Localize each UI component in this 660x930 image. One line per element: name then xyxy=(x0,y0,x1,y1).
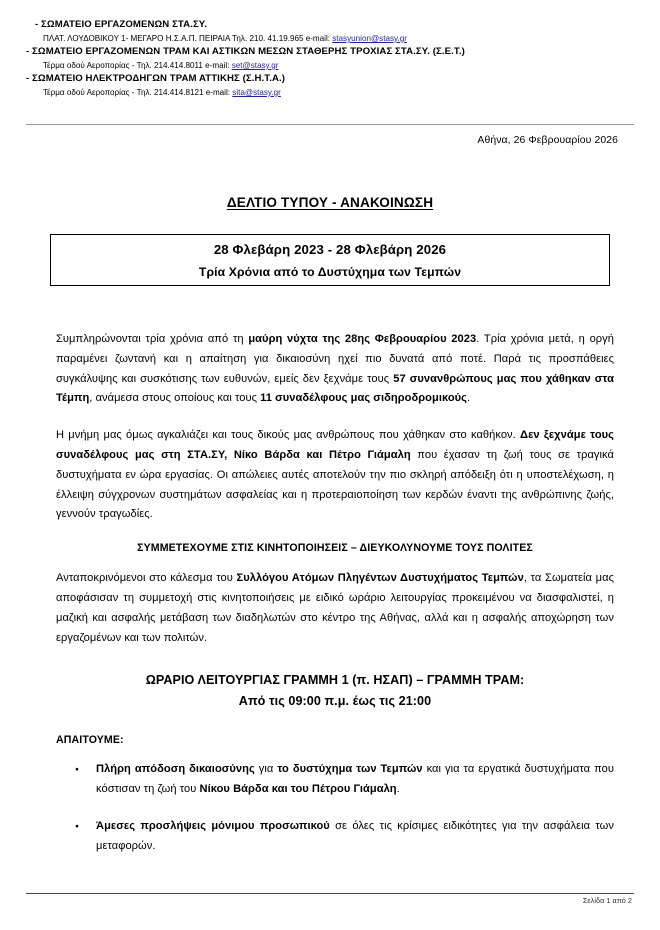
list-item xyxy=(92,817,614,857)
text-run: , τα Σωματεία μας αποφάσισαν τη συμμετοχή στις κινητοποιήσεις με ειδικό ωράριο λειτουργίας προκειμένου να διασφαλιστεί, η μαζική και ασφαλής μετάβαση των διαδηλωτών στο κέντρο της Αθήνας, αλλά και η ασφαλής αποχώρηση των εργαζομένων και των πολιτών. xyxy=(56,572,614,644)
emphasis-run: 57 συνανθρώπους μας που χάθηκαν στα Τέμπη xyxy=(56,372,614,405)
text-run: . xyxy=(467,392,471,405)
demands-list xyxy=(56,760,614,856)
text-run: σε όλες τις κρίσιμες ειδικότητες για την ασφάλεια των μεταφορών. xyxy=(96,819,614,852)
text-run: για xyxy=(254,763,278,776)
text-run: και για τα εργατικά δυστυχήματα που κόστισαν τη ζωή του xyxy=(96,763,614,796)
organization-name: - ΣΩΜΑΤΕΙΟ ΕΡΓΑΖΟΜΕΝΩΝ ΣΤΑ.ΣΥ. xyxy=(35,19,208,30)
paragraph-1 xyxy=(56,330,614,409)
letterhead xyxy=(0,18,660,99)
page-title xyxy=(0,195,660,210)
emphasis-run: Νίκου Βάρδα και του Πέτρου Γιάμαλη xyxy=(199,783,397,796)
text-run: που έχασαν τη ζωή τους σε τραγικά δυστυχήματα εν ώρα εργασίας. Οι απώλειες αυτές αποτελούν την πιο σκληρή απόδειξη ότι η υποστελέχωση, η έλλειψη σύγχρονων συστημάτων ασφαλείας και η προτεραιοποίηση των κερδών έναντι της ανθρώπινης ζωής, γεννούν τραγωδίες. xyxy=(56,448,614,521)
paragraph-2 xyxy=(56,426,614,525)
text-run: . xyxy=(396,783,400,796)
organization-address: Τέρμα οδού Αεροπορίας - Τηλ. 214.414.8121 e-mail: xyxy=(43,88,233,97)
section-heading: ΣΥΜΜΕΤΕΧΟΥΜΕ ΣΤΙΣ ΚΙΝΗΤΟΠΟΙΗΣΕΙΣ – ΔΙΕΥΚΟΛΥΝΟΥΜΕ ΤΟΥΣ ΠΟΛΙΤΕΣ xyxy=(137,542,533,555)
list-item xyxy=(92,760,614,800)
text-run: Συμπληρώνονται τρία χρόνια από τη xyxy=(56,333,249,345)
email-link[interactable]: stasyunion@stasy.gr xyxy=(332,34,407,43)
operating-hours-title: ΩΡΑΡΙΟ ΛΕΙΤΟΥΡΓΙΑΣ ΓΡΑΜΜΗ 1 (π. ΗΣΑΠ) – ΓΡΑΜΜΗ ΤΡΑΜ: xyxy=(145,673,525,688)
text-run: Η μνήμη μας όμως αγκαλιάζει και τους δικούς μας ανθρώπους που χάθηκαν στο καθήκον. xyxy=(56,429,521,442)
callout-subtitle: Τρία Χρόνια από το Δυστύχημα των Τεμπών xyxy=(198,264,462,279)
emphasis-run: μαύρη νύχτα της 28ης Φεβρουαρίου 2023 xyxy=(248,333,477,345)
organization-contact xyxy=(26,86,632,99)
organization-name: - ΣΩΜΑΤΕΙΟ ΕΡΓΑΖΟΜΕΝΩΝ ΤΡΑΜ ΚΑΙ ΑΣΤΙΚΩΝ ΜΕΣΩΝ ΣΤΑΘΕΡΗΣ ΤΡΟΧΙΑΣ ΣΤΑ.ΣΥ. (Σ.Ε.Τ.) xyxy=(26,46,465,57)
emphasis-run: το δυστύχημα των Τεμπών xyxy=(277,763,423,776)
document-date: Αθήνα, 26 Φεβρουαρίου 2026 xyxy=(477,135,618,146)
emphasis-run: Δεν ξεχνάμε τους συναδέλφους μας στη ΣΤΑ.ΣΥ, Νίκο Βάρδα και Πέτρο Γιάμαλη xyxy=(56,429,614,461)
organization-entry-3 xyxy=(26,72,632,99)
footer-divider xyxy=(26,893,634,894)
text-run: . Τρία χρόνια μετά, η οργή παραμένει ζωντανή και η απαίτηση για δικαιοσύνη ηχεί πιο δυνατά από ποτέ. Παρά τις προσπάθειες συγκάλυψης και συσκότισης των ευθυνών, εμείς δεν ξεχνάμε τους xyxy=(56,333,614,385)
organization-address: ΠΛΑΤ. ΛΟΥΔΟΒΙΚΟΥ 1- ΜΕΓΑΡΟ Η.Σ.Α.Π. ΠΕΙΡΑΙΑ Τηλ. 210. 41.19.965 e-mail: xyxy=(43,34,333,43)
callout-dates: 28 Φλεβάρη 2023 - 28 Φλεβάρη 2026 xyxy=(213,241,447,257)
operating-hours-range: Από τις 09:00 π.μ. έως τις 21:00 xyxy=(238,694,432,709)
organization-entry-2 xyxy=(26,45,632,72)
email-link[interactable]: set@stasy.gr xyxy=(231,61,279,70)
email-link[interactable]: sita@stasy.gr xyxy=(232,88,281,97)
demands-label: ΑΠΑΙΤΟΥΜΕ: xyxy=(56,734,124,747)
emphasis-run: Πλήρη απόδοση δικαιοσύνης xyxy=(96,763,255,776)
organization-contact xyxy=(26,59,632,72)
emphasis-run: Συλλόγου Ατόμων Πληγέντων Δυστυχήματος Τεμπών xyxy=(236,572,524,585)
anniversary-callout-box xyxy=(50,234,610,286)
emphasis-run: 11 συναδέλφους μας σιδηροδρομικούς xyxy=(260,392,468,405)
document-body xyxy=(56,330,614,874)
paragraph-3 xyxy=(56,569,614,648)
text-run: , ανάμεσα στους οποίους και τους xyxy=(89,392,261,405)
organization-contact xyxy=(26,32,632,45)
organization-entry-1 xyxy=(26,18,632,45)
organization-address: Τέρμα οδού Αεροπορίας - Τηλ. 214.414.8011 e-mail: xyxy=(43,61,232,70)
operating-hours-block xyxy=(56,670,614,712)
header-divider xyxy=(26,124,634,125)
page-number: Σελίδα 1 από 2 xyxy=(582,896,632,905)
page-title-text: ΔΕΛΤΙΟ ΤΥΠΟΥ - ΑΝΑΚΟΙΝΩΣΗ xyxy=(226,195,434,210)
emphasis-run: Άμεσες προσλήψεις μόνιμου προσωπικού xyxy=(96,819,330,832)
text-run: Ανταποκρινόμενοι στο κάλεσμα του xyxy=(56,572,237,585)
organization-name: - ΣΩΜΑΤΕΙΟ ΗΛΕΚΤΡΟΔΗΓΩΝ ΤΡΑΜ ΑΤΤΙΚΗΣ (Σ.Η.Τ.Α.) xyxy=(26,73,286,84)
